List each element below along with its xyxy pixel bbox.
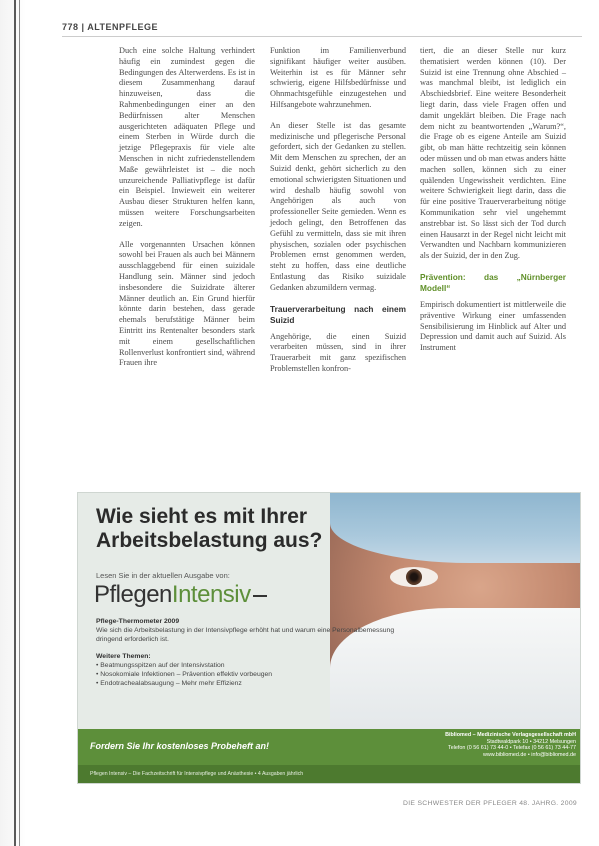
contact-line: Stadtwaldpark 10 • 34212 Melsungen xyxy=(486,738,576,745)
magazine-logo xyxy=(94,581,267,609)
paragraph: Empirisch dokumentiert ist mittlerweile die präventive Wirkung einer umfassenden Sensibilisierung im Hinblick auf Alter und Depression und damit auch auf Suizid. Als Instrument xyxy=(420,299,566,353)
header-rule xyxy=(62,36,582,37)
paragraph: Alle vorgenannten Ursachen können sowohl bei Frauen als auch bei Männern ausschlaggebend für einen suizidale Handlung sein. Männer sind jedoch insbesondere die Suizidrate älterer Männer deutlich an. Ein Grund hierfür könnte darin bestehen, dass gerade ehemals berufstätige Männer beim Eintritt ins Rentenalter besonders stark mit einem gesellschaftlichen Rollenverlust konfrontiert sind, während Frauen ihre xyxy=(119,239,255,368)
ad-topic-item: • Beatmungsspitzen auf der Intensivstation xyxy=(96,662,225,669)
ad-block-heading: Pflege-Thermometer 2009 xyxy=(96,618,180,625)
ad-footer-strip: Pflegen Intensiv – Die Fachzeitschrift für Intensivpflege und Anästhesie • 4 Ausgaben jährlich xyxy=(78,765,580,783)
paragraph: An dieser Stelle ist das gesamte medizinische und pflegerische Personal gefordert, sich der Gedanken zu stellen. Mit dem Menschen zu sprechen, der an Suizid denkt, gehört sicherlich zu den emotional schwierigsten Situationen und wird deshalb häufig sowohl von Angehörigen als auch von professioneller Seite gemieden. Wenn es jedoch gelingt, den Betroffenen das Gefühl zu vermitteln, dass sie mit ihren physischen, sozialen oder psychischen Problemen ernst genommen werden, steht zu hoffen, dass eine deutliche Entlastung das Risiko suizidale Gedanken abzumildern vermag. xyxy=(270,120,406,292)
ad-headline: Wie sieht es mit Ihrer Arbeitsbelastung aus? xyxy=(96,505,323,552)
binding-line-inner xyxy=(19,0,20,846)
ad-cta-bar xyxy=(78,729,580,765)
binding-line xyxy=(14,0,16,846)
contact-name: Bibliomed – Medizinische Verlagsgesellschaft mbH xyxy=(445,732,576,738)
paragraph: Duch eine solche Haltung verhindert häufig ein zumindest gegen die Bedingungen des Alterwerdens. Es ist in diesem Zusammenhang darauf hinzuweisen, dass die Rahmenbedingungen einer an den Bedürfnissen alter Menschen ausgerichteten adäquaten Pflege und einem Sterben in Würde durch die jetzige Pflegepraxis für viele alte Menschen in nicht zufriedenstellendem Maße gewährleistet ist – die noch unzureichende Palliativpflege ist dafür ein Beispiel. Inwieweit ein weiterer Ausbau dieser Strukturen helfen kann, müssen weitere Forschungsarbeiten zeigen. xyxy=(119,46,255,228)
running-header: 778 | ALTENPFLEGE xyxy=(62,22,159,32)
article-column-3 xyxy=(420,46,566,364)
paragraph: Funktion im Familienverbund signifikant häufiger weiter ausüben. Weiterhin ist es für Männer sehr schwierig, eigene Hilfsbedürfnisse und Ohnmachtsgefühle einzugestehen und Hilfsangebote wahrzunehmen. xyxy=(270,46,406,109)
page-footer: DIE SCHWESTER DER PFLEGER 48. JAHRG. 2009 xyxy=(403,800,577,807)
ad-block-heading: Weitere Themen: xyxy=(96,653,151,660)
ad-body xyxy=(96,617,396,688)
ad-topic-item: • Endotrachealabsaugung – Mehr mehr Effizienz xyxy=(96,680,242,687)
page-number: 778 xyxy=(62,22,79,32)
article-column-1 xyxy=(119,46,255,379)
ad-lead: Lesen Sie in der aktuellen Ausgabe von: xyxy=(96,571,230,580)
ad-block-text: Wie sich die Arbeitsbelastung in der Intensivpflege erhöht hat und warum eine Personalbemessung dringend erforderlich ist. xyxy=(96,627,395,643)
subheading: Trauerverarbeitung nach einem Suizid xyxy=(270,303,406,325)
subheading: Prävention: das „Nürnberger Modell“ xyxy=(420,271,566,293)
ad-contact xyxy=(396,732,576,758)
binding-gutter xyxy=(0,0,26,846)
section-title: ALTENPFLEGE xyxy=(87,22,159,32)
article-column-2 xyxy=(270,46,406,385)
ad-cta: Fordern Sie Ihr kostenloses Probeheft an! xyxy=(90,741,270,751)
logo-main: Pflegen xyxy=(94,581,172,608)
contact-line: www.bibliomed.de • info@bibliomed.de xyxy=(482,751,576,758)
logo-accent: Intensiv xyxy=(171,581,251,608)
paragraph: Angehörige, die einen Suizid verarbeiten müssen, sind in ihrer Trauerarbeit mit ganz spezifischen Problemstellen konfron- xyxy=(270,331,406,373)
advertisement xyxy=(77,492,581,784)
eye-icon xyxy=(390,567,438,587)
ad-topic-item: • Nosokomiale Infektionen – Prävention effektiv vorbeugen xyxy=(96,671,273,678)
contact-line: Telefon (0 56 61) 73 44-0 • Telefax (0 56 61) 73 44-77 xyxy=(448,745,576,752)
paragraph: tiert, die an dieser Stelle nur kurz thematisiert werden können (10). Der Suizid ist eine Trennung ohne Abschied – was manchmal bleibt, ist lediglich ein Abschiedsbrief. Eine weitere Besonderheit liegt darin, dass viele Fragen offen und damit ungeklärt bleiben. Die Frage nach dem nicht zu beantwortenden „Warum?“, die Frage ob es eigene Anteile am Suizid gibt, ob man hätte rechtzeitig sein können oder müssen und ob man etwas anders hätte machen sollen, können sich zu einer quälenden Ungewissheit verdichten. Eine weitere Schwierigkeit liegt darin, dass die für eine positive Trauerverarbeitung nötige Kommunikation sehr viel ungehemmt anstrebbar ist. So lässt sich der Tod durch einen Hausarzt in der Regel nicht leicht mit Verwandten und Nachbarn kommunizieren als der Suizid, der in den Zug. xyxy=(420,46,566,261)
